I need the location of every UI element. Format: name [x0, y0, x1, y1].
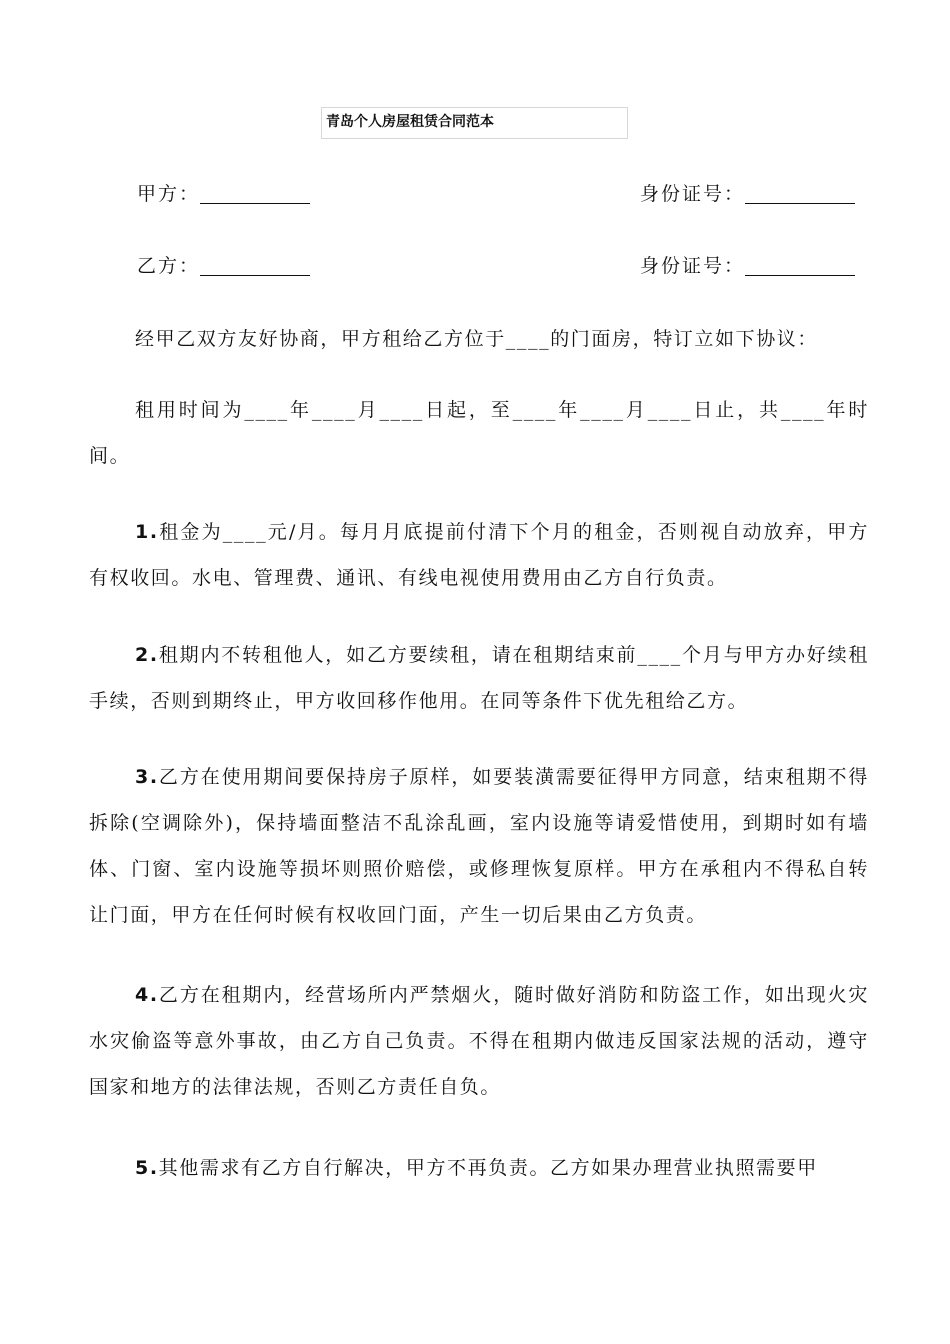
- clause-text: 租金为____元/月。每月月底提前付清下个月的租金，否则视自动放弃，甲方有权收回。水电、管理费、通讯、有线电视使用费用由乙方自行负责。: [89, 521, 869, 589]
- party-b-label: 乙方：: [137, 255, 201, 277]
- clause-text: 租期内不转租他人，如乙方要续租，请在租期结束前____个月与甲方办好续租手续，否则到期终止，甲方收回移作他用。在同等条件下优先租给乙方。: [89, 644, 869, 712]
- clause-text: 其他需求有乙方自行解决，甲方不再负责。乙方如果办理营业执照需要甲: [158, 1157, 818, 1179]
- party-b-id-label: 身份证号：: [640, 255, 746, 277]
- party-a-blank: [200, 183, 310, 204]
- party-a-id-blank: [745, 183, 855, 204]
- clause-4: [89, 972, 869, 1110]
- document-title: 青岛个人房屋租赁合同范本: [326, 114, 494, 130]
- clause-number: 1.: [135, 521, 159, 543]
- clause-number: 3.: [135, 766, 159, 788]
- clause-text: 乙方在使用期间要保持房子原样，如要装潢需要征得甲方同意，结束租期不得拆除(空调除外)，保持墙面整洁不乱涂乱画，室内设施等请爱惜使用，到期时如有墙体、门窗、室内设施等损坏则照价赔偿，或修理恢复原样。甲方在承租内不得私自转让门面，甲方在任何时候有权收回门面，产生一切后果由乙方负责。: [89, 766, 869, 926]
- party-a-id-label: 身份证号：: [640, 183, 746, 205]
- party-a-line: [137, 180, 310, 208]
- party-a-id-line: [640, 180, 855, 208]
- intro-paragraph: 经甲乙双方友好协商，甲方租给乙方位于____的门面房，特订立如下协议：: [135, 328, 819, 350]
- clause-5: [89, 1145, 869, 1191]
- clause-number: 5.: [135, 1157, 159, 1179]
- party-b-line: [137, 252, 310, 280]
- clause-2: [89, 632, 869, 724]
- party-b-id-blank: [745, 255, 855, 276]
- clause-number: 2.: [135, 644, 159, 666]
- clause-text: 乙方在租期内，经营场所内严禁烟火，随时做好消防和防盗工作，如出现火灾水灾偷盗等意外事故，由乙方自己负责。不得在租期内做违反国家法规的活动，遵守国家和地方的法律法规，否则乙方责任自负。: [89, 984, 869, 1098]
- party-a-label: 甲方：: [137, 183, 201, 205]
- party-b-blank: [200, 255, 310, 276]
- term-paragraph: 租用时间为____年____月____日起，至____年____月____日止，共____年时间。: [89, 399, 869, 467]
- party-b-id-line: [640, 252, 855, 280]
- clause-1: [89, 509, 869, 601]
- clause-3: [89, 754, 869, 938]
- clause-number: 4.: [135, 984, 159, 1006]
